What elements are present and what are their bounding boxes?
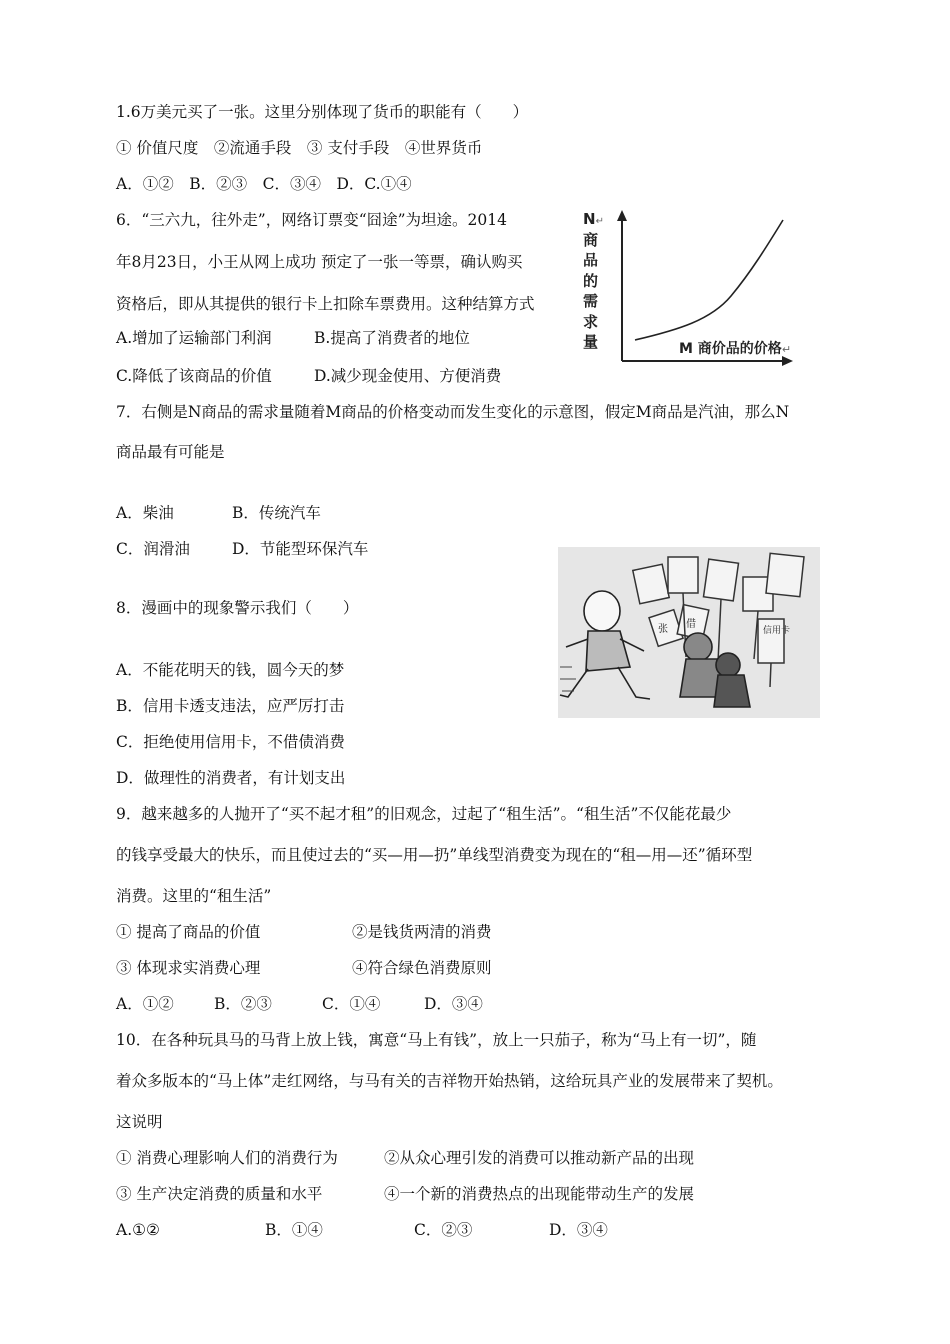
q10-choice-d: D．③④	[549, 1221, 608, 1239]
chart-ylabel-char: 量	[583, 333, 599, 351]
q8-option-c: C．拒绝使用信用卡，不借债消费	[116, 733, 345, 751]
q10-stem-line1: 10．在各种玩具马的马背上放上钱，寓意“马上有钱”，放上一只茄子，称为“马上有一切”，随	[116, 1031, 757, 1049]
q7-option-a: A．柴油	[116, 504, 174, 522]
q10-stem-line3: 这说明	[116, 1113, 163, 1131]
q7-option-d: D．节能型环保汽车	[232, 540, 369, 558]
q9-statement-3: ③ 体现求实消费心理	[116, 959, 261, 977]
q7-option-c: C．润滑油	[116, 540, 190, 558]
cartoon-drawing	[558, 547, 820, 718]
q10-statement-2: ②从众心理引发的消费可以推动新产品的出现	[384, 1149, 695, 1167]
q9-choice-d: D．③④	[424, 995, 483, 1013]
sign-text-zhang: 张	[658, 624, 668, 635]
q8-option-b: B．信用卡透支违法，应严厉打击	[116, 697, 345, 715]
q9-choice-c: C．①④	[322, 995, 381, 1013]
chart-ylabel-char: 的	[583, 271, 599, 290]
sign-text-jie: 借	[686, 619, 696, 630]
q6-option-b: B.提高了消费者的地位	[314, 329, 470, 347]
q5-options: ① 价值尺度 ②流通手段 ③ 支付手段 ④世界货币	[116, 139, 483, 157]
demand-curve	[635, 220, 783, 340]
q6-option-c: C.降低了该商品的价值	[116, 367, 272, 385]
q6-option-d: D.减少现金使用、方便消费	[314, 367, 502, 385]
ylabel-return-mark: ↵	[595, 216, 604, 227]
q6-stem-line1: 6．“三六九，往外走”，网络订票变“囧途”为坦途。2014	[116, 211, 508, 229]
q9-statement-4: ④符合绿色消费原则	[352, 959, 492, 977]
chart-ylabel-char: 品	[583, 251, 599, 269]
chart-ylabel-char: 求	[583, 312, 599, 331]
q10-statement-1: ① 消费心理影响人们的消费行为	[116, 1149, 338, 1167]
q9-statement-2: ②是钱货两清的消费	[352, 923, 492, 941]
chart-ylabel-char: N↵	[583, 210, 604, 228]
q6-stem-line3: 资格后，即从其提供的银行卡上扣除车票费用。这种结算方式	[116, 295, 535, 313]
xlabel-return-mark: ↵	[781, 343, 792, 356]
q9-statement-1: ① 提高了商品的价值	[116, 923, 261, 941]
q6-stem-line2: 年8月23日，小王从网上成功 预定了一张一等票，确认购买	[116, 253, 523, 271]
q7-stem-line1: 7．右侧是N商品的需求量随着M商品的价格变动而发生变化的示意图，假定M商品是汽油，那么N	[116, 403, 790, 421]
q8-option-d: D．做理性的消费者，有计划支出	[116, 769, 346, 787]
q10-choice-a: A.①②	[116, 1221, 160, 1239]
sign-text-credit: 信用卡	[763, 626, 791, 636]
q8-stem: 8．漫画中的现象警示我们（ ）	[116, 599, 359, 617]
q10-statement-4: ④一个新的消费热点的出现能带动生产的发展	[384, 1185, 695, 1203]
credit-card-cartoon	[558, 547, 820, 718]
q8-option-a: A．不能花明天的钱，圆今天的梦	[116, 661, 345, 679]
q10-choice-b: B．①④	[265, 1221, 323, 1239]
q9-stem-line1: 9．越来越多的人抛开了“买不起才租”的旧观念，过起了“租生活”。“租生活”不仅能花最少	[116, 805, 732, 823]
chart-ylabel-char: 需	[583, 292, 599, 310]
q5-stem-end: 1.6万美元买了一张。这里分别体现了货币的职能有（ ）	[116, 103, 529, 121]
q10-choice-c: C．②③	[414, 1221, 473, 1239]
q10-statement-3: ③ 生产决定消费的质量和水平	[116, 1185, 323, 1203]
chart-ylabel-char: 商	[583, 230, 599, 249]
y-axis-arrow	[617, 210, 627, 221]
q9-choice-a: A．①②	[116, 995, 174, 1013]
q7-stem-line2: 商品最有可能是	[116, 443, 225, 461]
q7-option-b: B．传统汽车	[232, 504, 321, 522]
q6-option-a: A.增加了运输部门利润	[116, 329, 272, 347]
q9-stem-line3: 消费。这里的“租生活”	[116, 887, 272, 905]
q5-choices: A．①② B．②③ C．③④ D．C.①④	[116, 175, 412, 193]
q9-stem-line2: 的钱享受最大的快乐，而且使过去的“买—用—扔”单线型消费变为现在的“租—用—还”循环型	[116, 846, 753, 864]
q9-choice-b: B．②③	[214, 995, 272, 1013]
chart-xlabel: M 商价品的价格↵	[679, 341, 792, 357]
q10-stem-line2: 着众多版本的“马上体”走红网络，与马有关的吉祥物开始热销，这给玩具产业的发展带来了契机。	[116, 1072, 783, 1090]
demand-chart	[583, 206, 799, 366]
